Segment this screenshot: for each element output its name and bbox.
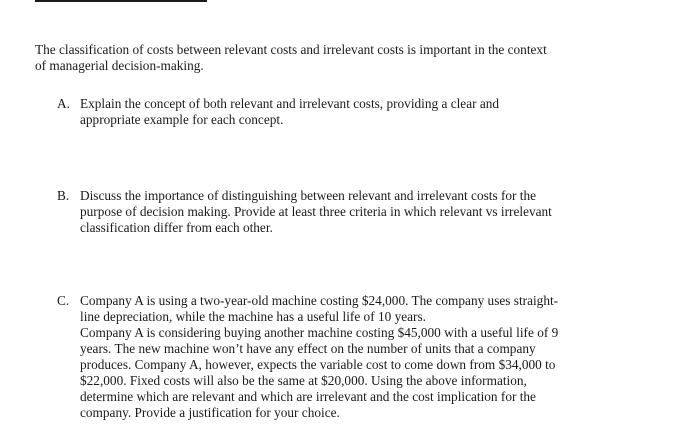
question-line: company. Provide a justification for your choice. bbox=[80, 405, 340, 420]
question-line: produces. Company A, however, expects the variable cost to come down from $34,000 to bbox=[80, 357, 556, 372]
question-c bbox=[57, 293, 669, 421]
question-text bbox=[80, 188, 669, 236]
question-b bbox=[57, 188, 669, 236]
question-line: appropriate example for each concept. bbox=[80, 112, 284, 127]
question-letter: B. bbox=[57, 188, 70, 203]
question-line: Company A is considering buying another machine costing $45,000 with a useful life of 9 bbox=[80, 325, 559, 340]
question-letter: C. bbox=[57, 293, 70, 308]
intro-paragraph bbox=[35, 42, 665, 74]
question-line: classification differ from each other. bbox=[80, 220, 273, 235]
question-text bbox=[80, 96, 669, 128]
question-letter: A. bbox=[57, 96, 70, 111]
question-line: years. The new machine won’t have any effect on the number of units that a company bbox=[80, 341, 536, 356]
question-line: Discuss the importance of distinguishing between relevant and irrelevant costs for the bbox=[80, 188, 537, 203]
intro-line: The classification of costs between relevant costs and irrelevant costs is important in the context bbox=[35, 42, 547, 57]
question-line: Company A is using a two-year-old machine costing $24,000. The company uses straight- bbox=[80, 293, 559, 308]
question-line: $22,000. Fixed costs will also be the same at $20,000. Using the above information, bbox=[80, 373, 527, 388]
top-divider bbox=[35, 0, 207, 2]
question-line: Explain the concept of both relevant and irrelevant costs, providing a clear and bbox=[80, 96, 500, 111]
question-a bbox=[57, 96, 669, 128]
question-line: purpose of decision making. Provide at least three criteria in which relevant vs irrelevant bbox=[80, 204, 552, 219]
intro-line: of managerial decision-making. bbox=[35, 58, 204, 73]
question-line: determine which are relevant and which are irrelevant and the cost implication for the bbox=[80, 389, 536, 404]
question-line: line depreciation, while the machine has a useful life of 10 years. bbox=[80, 309, 426, 324]
question-text bbox=[80, 293, 669, 421]
